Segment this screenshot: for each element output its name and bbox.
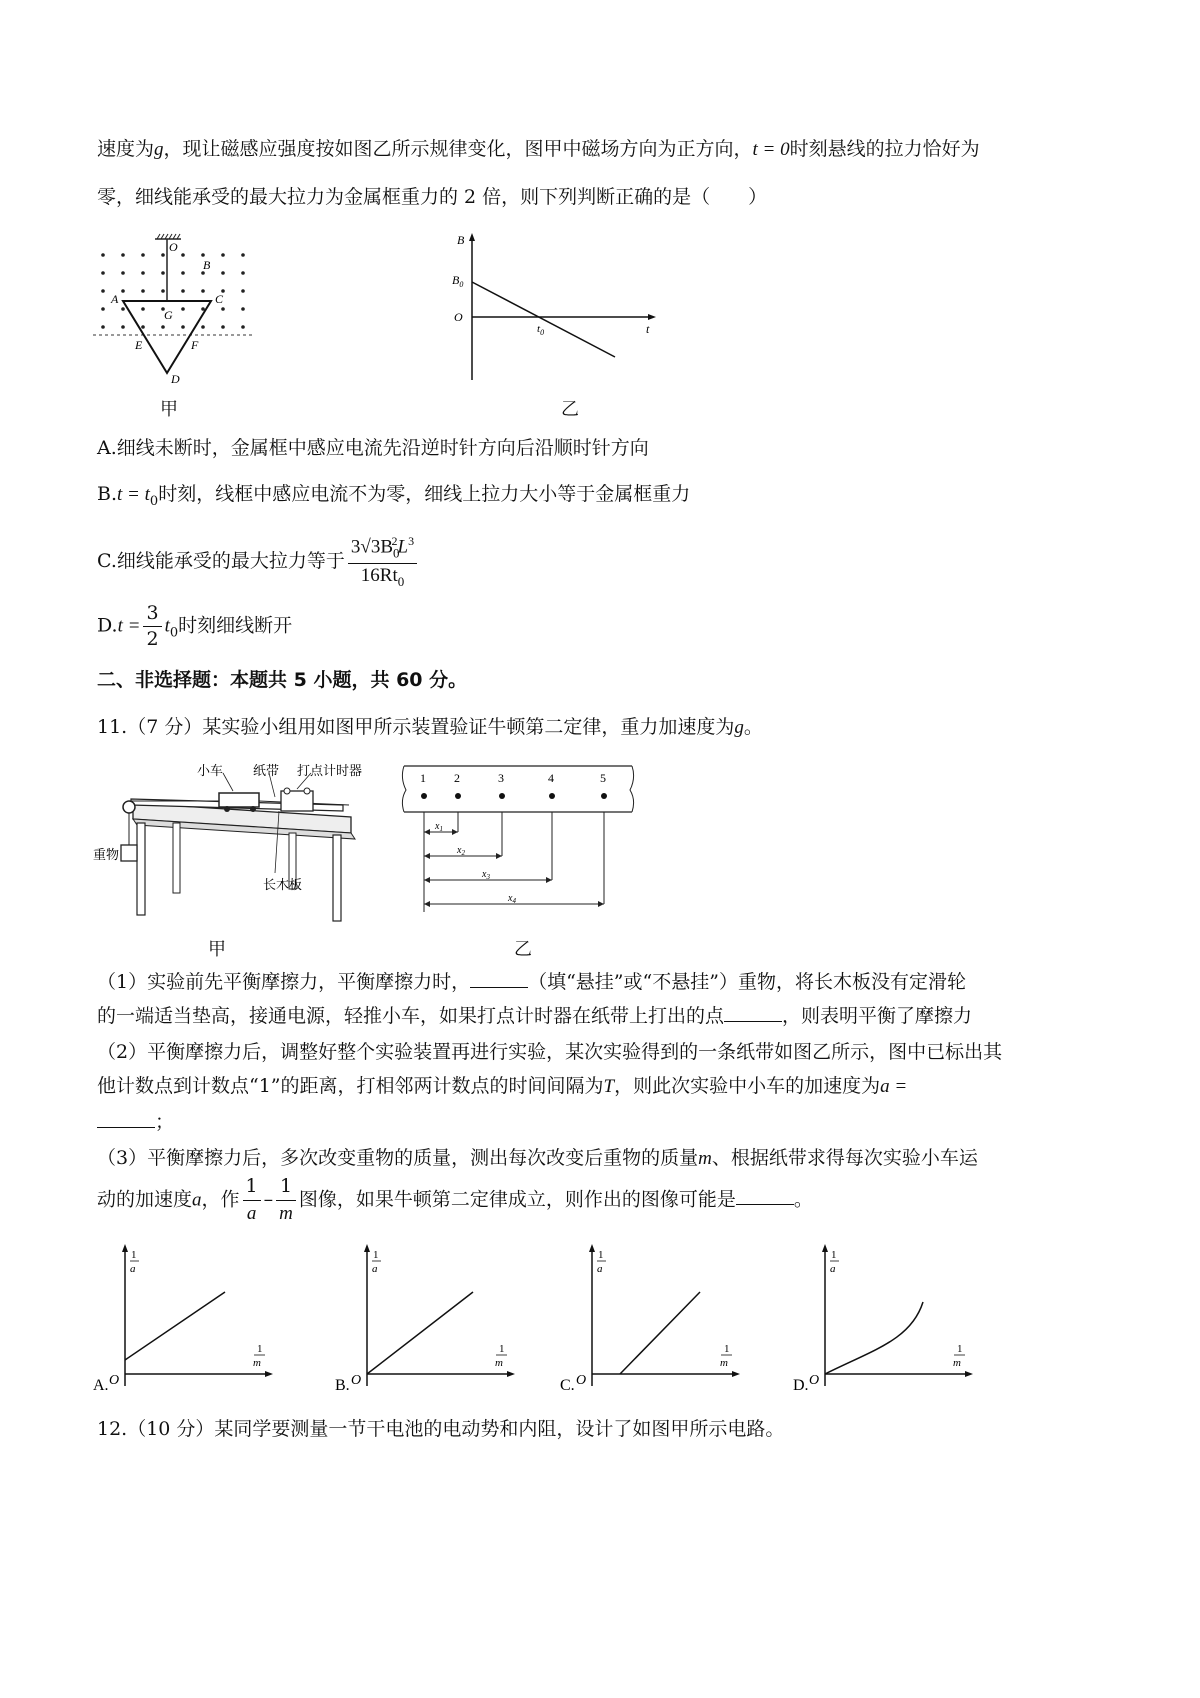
answer-blank-4[interactable] bbox=[736, 1204, 794, 1205]
field-dot bbox=[121, 253, 125, 257]
label-O: O bbox=[169, 240, 178, 254]
label-tape: 纸带 bbox=[253, 763, 280, 778]
y-axis-den: a bbox=[130, 1263, 136, 1275]
field-dot bbox=[141, 307, 145, 311]
field-dot bbox=[161, 289, 165, 293]
arrow-head bbox=[496, 853, 502, 859]
t0-label: $t_0$ bbox=[537, 323, 545, 337]
y-axis-num: 1 bbox=[598, 1249, 604, 1261]
field-dot bbox=[101, 307, 105, 311]
q10-option-D: D.t = $\frac{3}{2}$ $t_0$时刻细线断开 bbox=[97, 602, 293, 650]
q10-stem-line2: 零，细线能承受的最大拉力为金属框重力的 2 倍，则下列判断正确的是（ ） bbox=[97, 186, 768, 208]
tape-point-number: 1 bbox=[420, 771, 426, 785]
x-axis-den: m bbox=[953, 1357, 961, 1369]
label-C: C bbox=[215, 292, 224, 306]
fig-caption-yi: 乙 bbox=[561, 399, 579, 420]
q10-option-B: $B.t = t_0$时刻，线框中感应电流不为零，细线上拉力大小等于金属框重力 bbox=[97, 483, 691, 509]
label-G: G bbox=[164, 308, 173, 322]
q10-text: 速度为 bbox=[97, 138, 155, 160]
tape-point bbox=[421, 793, 427, 799]
label-B: B bbox=[203, 258, 211, 272]
graph-line bbox=[620, 1292, 700, 1374]
fig-caption-jia: 甲 bbox=[160, 399, 178, 420]
q11-part1-line2: 的一端适当垫高，接通电源，轻推小车，如果打点计时器在纸带上打出的点 ，则表明平衡了摩擦力 bbox=[97, 1005, 973, 1027]
field-dot bbox=[241, 289, 245, 293]
field-dot bbox=[241, 253, 245, 257]
y-axis-num: 1 bbox=[373, 1249, 379, 1261]
tape-point bbox=[455, 793, 461, 799]
option-graph-D[interactable] bbox=[793, 1240, 993, 1396]
x-axis-num: 1 bbox=[257, 1343, 263, 1355]
tape-point bbox=[549, 793, 555, 799]
field-dot bbox=[121, 307, 125, 311]
field-dot bbox=[241, 325, 245, 329]
field-dot bbox=[141, 325, 145, 329]
field-dot bbox=[101, 253, 105, 257]
field-dot bbox=[141, 289, 145, 293]
label-F: F bbox=[191, 338, 199, 352]
q10-figure-jia bbox=[93, 233, 253, 385]
fig-caption-jia-q11: 甲 bbox=[208, 939, 226, 960]
origin-label: O bbox=[809, 1373, 820, 1388]
arrow-head bbox=[424, 901, 430, 907]
arrow-head bbox=[598, 901, 604, 907]
distance-label: $x_1$ bbox=[435, 821, 443, 833]
field-dot bbox=[161, 253, 165, 257]
answer-blank-1[interactable] bbox=[470, 987, 528, 988]
field-dot bbox=[181, 325, 185, 329]
q11-part2-line3: ； bbox=[97, 1113, 174, 1132]
field-dot bbox=[161, 325, 165, 329]
field-dot bbox=[241, 307, 245, 311]
tape-point-number: 5 bbox=[600, 771, 606, 785]
field-dot bbox=[121, 289, 125, 293]
option-letter: B. bbox=[335, 1377, 350, 1394]
x-axis-num: 1 bbox=[957, 1343, 963, 1355]
graph-line bbox=[125, 1292, 225, 1360]
x-axis-den: m bbox=[253, 1357, 261, 1369]
field-dot bbox=[181, 253, 185, 257]
q11-figure-yi bbox=[400, 762, 640, 922]
q11-part2-line2: 他计数点到计数点“1”的距离，打相邻两计数点的时间间隔为T，则此次实验中小车的加速度为a = bbox=[97, 1075, 908, 1097]
arrow-head bbox=[452, 829, 458, 835]
field-dot bbox=[221, 325, 225, 329]
field-dot bbox=[201, 289, 205, 293]
tape-point bbox=[601, 793, 607, 799]
tape-point-number: 2 bbox=[454, 771, 460, 785]
field-dot bbox=[221, 271, 225, 275]
q11-part3-line2: 动的加速度a，作 $\frac{1}{a}$ – $\frac{1}{m}$ 图像，如果牛顿第二定律成立，则作出的图像可能是 。 bbox=[97, 1175, 813, 1224]
t-eq-0: t = 0 bbox=[752, 139, 790, 160]
arrow-head bbox=[424, 877, 430, 883]
field-dot bbox=[121, 325, 125, 329]
tape-point-number: 3 bbox=[498, 771, 504, 785]
field-dot bbox=[141, 253, 145, 257]
field-dot bbox=[221, 253, 225, 257]
q11-figure-jia bbox=[93, 765, 363, 923]
option-graph-C[interactable] bbox=[560, 1240, 760, 1396]
field-dot bbox=[241, 271, 245, 275]
origin-label: O bbox=[576, 1373, 587, 1388]
label-weight: 重物 bbox=[93, 847, 120, 862]
label-A: A bbox=[111, 292, 119, 306]
q11-stem: 11.（7 分）某实验小组用如图甲所示装置验证牛顿第二定律，重力加速度为g。 bbox=[97, 716, 763, 738]
field-dot bbox=[141, 271, 145, 275]
label-car: 小车 bbox=[197, 763, 224, 778]
field-dot bbox=[101, 289, 105, 293]
label-E: E bbox=[135, 338, 143, 352]
option-letter: C. bbox=[560, 1377, 575, 1394]
graph-line bbox=[825, 1302, 923, 1374]
option-graph-B[interactable] bbox=[335, 1240, 535, 1396]
q10-text: 时刻悬线的拉力恰好为 bbox=[789, 138, 980, 160]
answer-blank-3[interactable] bbox=[97, 1127, 155, 1128]
q10-text: ，现让磁感应强度按如图乙所示规律变化，图甲中磁场方向为正方向， bbox=[163, 138, 753, 160]
option-letter: D. bbox=[793, 1377, 809, 1394]
label-board: 长木板 bbox=[263, 877, 303, 892]
field-dot bbox=[201, 253, 205, 257]
q12-stem: 12.（10 分）某同学要测量一节干电池的电动势和内阻，设计了如图甲所示电路。 bbox=[97, 1418, 785, 1440]
section-heading: 二、非选择题：本题共 5 小题，共 60 分。 bbox=[97, 669, 468, 691]
axis-label-t: t bbox=[646, 322, 650, 336]
option-letter: A. bbox=[93, 1377, 109, 1394]
origin-label: O bbox=[351, 1373, 362, 1388]
label-D: D bbox=[171, 372, 180, 386]
B0-label: $B_0$ bbox=[452, 273, 464, 289]
y-axis-num: 1 bbox=[131, 1249, 137, 1261]
g-symbol: g bbox=[154, 139, 164, 160]
field-dot bbox=[181, 307, 185, 311]
tape-point-number: 4 bbox=[548, 771, 554, 785]
graph-line bbox=[367, 1292, 473, 1374]
field-dot bbox=[201, 325, 205, 329]
arrow-head bbox=[424, 829, 430, 835]
origin-label: O bbox=[109, 1373, 120, 1388]
distance-label: $x_4$ bbox=[508, 893, 516, 905]
y-axis-num: 1 bbox=[831, 1249, 837, 1261]
field-dot bbox=[181, 289, 185, 293]
q10-option-C: C.细线能承受的最大拉力等于 $\frac{3√3B_0^2L^3}{16Rt_0}$ bbox=[97, 535, 420, 589]
q10-figure-yi bbox=[452, 232, 660, 382]
field-dot bbox=[101, 325, 105, 329]
x-axis-den: m bbox=[720, 1357, 728, 1369]
x-axis-num: 1 bbox=[499, 1343, 505, 1355]
y-axis-den: a bbox=[372, 1263, 378, 1275]
arrow-head bbox=[424, 853, 430, 859]
y-axis-den: a bbox=[830, 1263, 836, 1275]
q11-part1-line1: （1）实验前先平衡摩擦力，平衡摩擦力时， （填“悬挂”或“不悬挂”）重物，将长木板没有定滑轮 bbox=[97, 971, 966, 993]
fig-caption-yi-q11: 乙 bbox=[514, 939, 532, 960]
origin-label: O bbox=[454, 310, 463, 324]
q11-part2-line1: （2）平衡摩擦力后，调整好整个实验装置再进行实验，某次实验得到的一条纸带如图乙所示，图中已标出其 bbox=[97, 1041, 1003, 1063]
field-dot bbox=[221, 307, 225, 311]
option-graph-A[interactable] bbox=[93, 1240, 293, 1396]
x-axis-num: 1 bbox=[724, 1343, 730, 1355]
axis-label-B: B bbox=[457, 233, 465, 247]
q11-part3-line1: （3）平衡摩擦力后，多次改变重物的质量，测出每次改变后重物的质量m、根据纸带求得每次实验小车运 bbox=[97, 1147, 978, 1169]
field-dot bbox=[161, 271, 165, 275]
distance-label: $x_3$ bbox=[482, 869, 490, 881]
field-dot bbox=[101, 271, 105, 275]
field-dot bbox=[181, 271, 185, 275]
q10-stem-line1 bbox=[97, 140, 980, 159]
distance-label: $x_2$ bbox=[457, 845, 465, 857]
answer-blank-2[interactable] bbox=[724, 1021, 782, 1022]
y-axis-den: a bbox=[597, 1263, 603, 1275]
field-dot bbox=[121, 271, 125, 275]
label-timer: 打点计时器 bbox=[297, 763, 363, 778]
q10-option-A: A.细线未断时，金属框中感应电流先沿逆时针方向后沿顺时针方向 bbox=[97, 437, 649, 459]
x-axis-den: m bbox=[495, 1357, 503, 1369]
arrow-head bbox=[546, 877, 552, 883]
tape-point bbox=[499, 793, 505, 799]
